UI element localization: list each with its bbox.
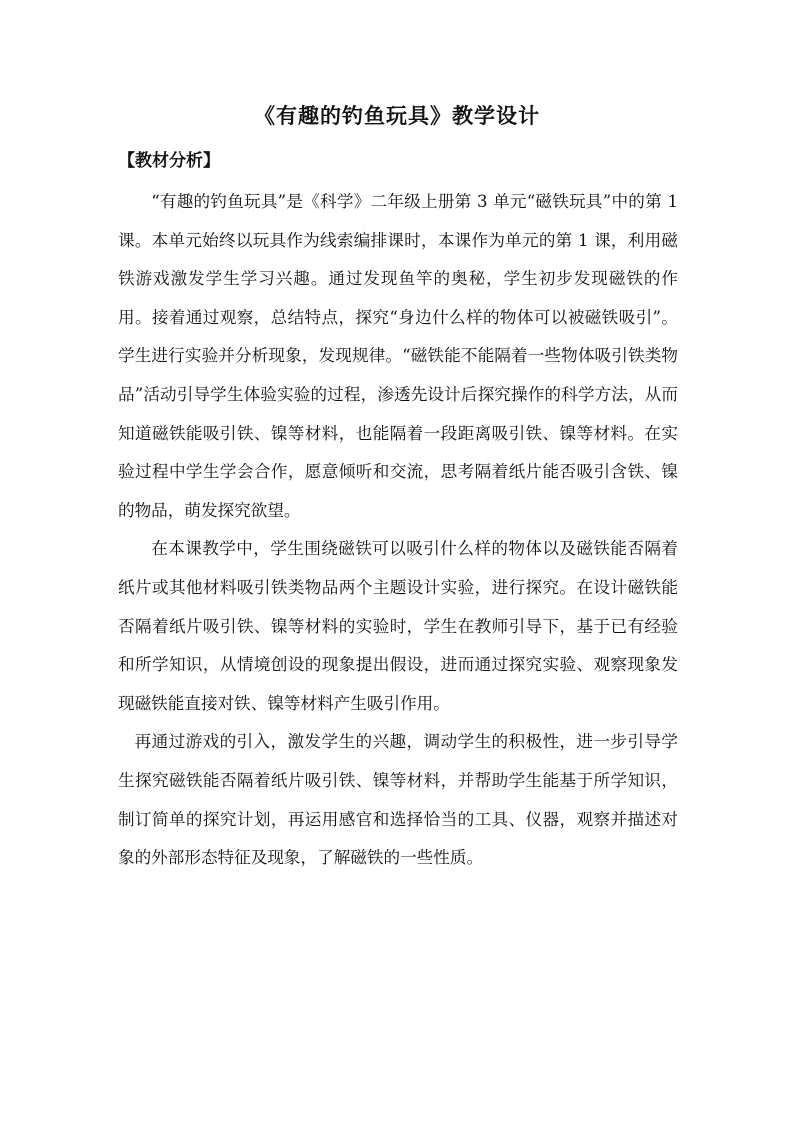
- document-body: [118, 183, 678, 878]
- paragraph-3: 再通过游戏的引入，激发学生的兴趣，调动学生的积极性，进一步引导学生探究磁铁能否隔着纸片吸引铁、镍等材料，并帮助学生能基于所学知识，制订简单的探究计划，再运用感官和选择恰当的工具、仪器，观察并描述对象的外部形态特征及现象，了解磁铁的一些性质。: [118, 732, 678, 868]
- document-title: 《有趣的钓鱼玩具》教学设计: [254, 103, 540, 128]
- paragraph-2: 在本课教学中，学生围绕磁铁可以吸引什么样的物体以及磁铁能否隔着纸片或其他材料吸引铁类物品两个主题设计实验，进行探究。在设计磁铁能否隔着纸片吸引铁、镍等材料的实验时，学生在教师引导下，基于已有经验和所学知识，从情境创设的现象提出假设，进而通过探究实验、观察现象发现磁铁能直接对铁、镍等材料产生吸引作用。: [118, 539, 678, 713]
- paragraph-1: “有趣的钓鱼玩具”是《科学》二年级上册第 3 单元“磁铁玩具”中的第 1 课。本单元始终以玩具作为线索编排课时，本课作为单元的第 1 课，利用磁铁游戏激发学生学习兴趣。通过发现鱼竿的奥秘，学生初步发现磁铁的作用。接着通过观察，总结特点，探究“身边什么样的物体可以被磁铁吸引”。学生进行实验并分析现象，发现规律。“磁铁能不能隔着一些物体吸引铁类物品”活动引导学生体验实验的过程，渗透先设计后探究操作的科学方法，从而知道磁铁能吸引铁、镍等材料，也能隔着一段距离吸引铁、镍等材料。在实验过程中学生学会合作，愿意倾听和交流，思考隔着纸片能否吸引含铁、镍的物品，萌发探究欲望。: [118, 192, 678, 520]
- section-heading: 【教材分析】: [118, 151, 220, 171]
